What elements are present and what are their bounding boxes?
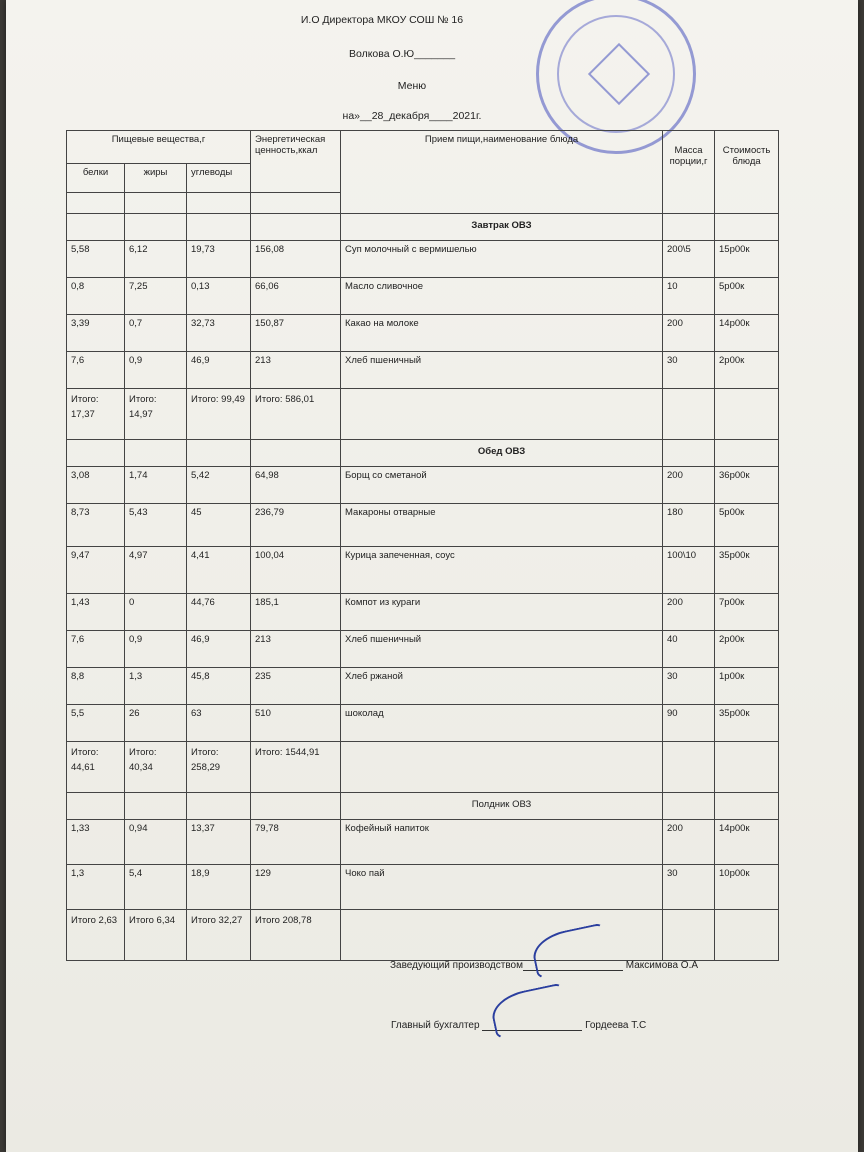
mass-cell: 200 (663, 315, 715, 352)
empty-cell (125, 793, 187, 820)
proteins-cell: 7,6 (67, 631, 125, 668)
total-row (67, 742, 779, 793)
head-label: Заведующий производством (390, 960, 523, 971)
dish-cell: Компот из кураги (341, 594, 663, 631)
total-proteins: Итого 2,63 (67, 910, 125, 961)
carbs-cell: 45 (187, 504, 251, 547)
empty-cell (67, 214, 125, 241)
signature-line (482, 1020, 582, 1031)
empty-cell (341, 389, 663, 440)
fats-header: жиры (125, 164, 187, 193)
proteins-cell: 3,08 (67, 467, 125, 504)
document-page (6, 0, 858, 1152)
total-fats: Итого 6,34 (125, 910, 187, 961)
fats-cell: 0,7 (125, 315, 187, 352)
empty-cell (663, 440, 715, 467)
energy-cell: 79,78 (251, 820, 341, 865)
table-row (67, 820, 779, 865)
accountant-name: Гордеева Т.С (585, 1020, 647, 1031)
director-line: И.О Директора МКОУ СОШ № 16 (300, 14, 464, 26)
fats-cell: 0,9 (125, 631, 187, 668)
total-fats: Итого: 40,34 (125, 742, 187, 793)
dish-cell: Хлеб пшеничный (341, 631, 663, 668)
carbs-cell: 46,9 (187, 631, 251, 668)
cost-cell: 1р00к (715, 668, 779, 705)
empty-cell (715, 214, 779, 241)
carbs-cell: 19,73 (187, 241, 251, 278)
empty-cell (663, 793, 715, 820)
carbs-cell: 13,37 (187, 820, 251, 865)
proteins-cell: 5,5 (67, 705, 125, 742)
section-title: Завтрак ОВЗ (341, 214, 663, 241)
fats-cell: 4,97 (125, 547, 187, 594)
fats-cell: 26 (125, 705, 187, 742)
table-row (67, 668, 779, 705)
empty-cell (67, 793, 125, 820)
table-row (67, 241, 779, 278)
dish-cell: Масло сливочное (341, 278, 663, 315)
table-row (67, 631, 779, 668)
proteins-header: белки (67, 164, 125, 193)
proteins-cell: 1,43 (67, 594, 125, 631)
cost-cell: 35р00к (715, 547, 779, 594)
dish-cell: Курица запеченная, соус (341, 547, 663, 594)
dish-cell: Суп молочный с вермишелью (341, 241, 663, 278)
mass-cell: 200 (663, 467, 715, 504)
proteins-cell: 3,39 (67, 315, 125, 352)
carbs-cell: 5,42 (187, 467, 251, 504)
fats-cell: 6,12 (125, 241, 187, 278)
carbs-cell: 18,9 (187, 865, 251, 910)
fats-cell: 5,43 (125, 504, 187, 547)
total-row (67, 910, 779, 961)
mass-cell: 180 (663, 504, 715, 547)
proteins-cell: 8,73 (67, 504, 125, 547)
total-energy: Итого: 1544,91 (251, 742, 341, 793)
director-name-line: Волкова О.Ю_______ (348, 48, 456, 60)
document-title: Меню (397, 80, 427, 92)
accountant-label: Главный бухгалтер (391, 1020, 480, 1031)
mass-cell: 200\5 (663, 241, 715, 278)
menu-table (66, 130, 779, 961)
proteins-cell: 0,8 (67, 278, 125, 315)
empty-cell (187, 214, 251, 241)
carbs-cell: 44,76 (187, 594, 251, 631)
total-proteins: Итого: 17,37 (67, 389, 125, 440)
total-proteins: Итого: 44,61 (67, 742, 125, 793)
dish-header: Прием пищи,наименование блюда (341, 131, 663, 214)
empty-cell (251, 793, 341, 820)
energy-cell: 236,79 (251, 504, 341, 547)
empty-cell (663, 214, 715, 241)
fats-cell: 1,3 (125, 668, 187, 705)
cost-cell: 5р00к (715, 504, 779, 547)
energy-header: Энергетическая ценность,ккал (251, 131, 341, 193)
empty-cell (715, 742, 779, 793)
dish-cell: Хлеб пшеничный (341, 352, 663, 389)
table-row (67, 547, 779, 594)
cost-cell: 14р00к (715, 315, 779, 352)
cost-cell: 15р00к (715, 241, 779, 278)
fats-cell: 7,25 (125, 278, 187, 315)
table-row (67, 278, 779, 315)
energy-cell: 129 (251, 865, 341, 910)
cost-cell: 2р00к (715, 631, 779, 668)
head-name: Максимова О.А (625, 960, 699, 971)
empty-cell (251, 440, 341, 467)
table-row (67, 504, 779, 547)
energy-cell: 213 (251, 352, 341, 389)
total-carbs: Итого: 99,49 (187, 389, 251, 440)
carbs-cell: 46,9 (187, 352, 251, 389)
cost-cell: 7р00к (715, 594, 779, 631)
mass-cell: 30 (663, 352, 715, 389)
empty-cell (187, 193, 251, 214)
section-title: Полдник ОВЗ (341, 793, 663, 820)
fats-cell: 0,94 (125, 820, 187, 865)
accountant-signature (391, 1020, 646, 1031)
mass-cell: 200 (663, 820, 715, 865)
head-signature (390, 960, 698, 971)
fats-cell: 0 (125, 594, 187, 631)
empty-cell (715, 793, 779, 820)
empty-cell (715, 389, 779, 440)
dish-cell: шоколад (341, 705, 663, 742)
dish-cell: Макароны отварные (341, 504, 663, 547)
proteins-cell: 9,47 (67, 547, 125, 594)
cost-cell: 10р00к (715, 865, 779, 910)
proteins-cell: 1,3 (67, 865, 125, 910)
table-row (67, 865, 779, 910)
energy-cell: 213 (251, 631, 341, 668)
dish-cell: Кофейный напиток (341, 820, 663, 865)
energy-cell: 185,1 (251, 594, 341, 631)
empty-cell (125, 440, 187, 467)
proteins-cell: 5,58 (67, 241, 125, 278)
menu-body (67, 214, 779, 961)
empty-cell (251, 214, 341, 241)
section-row (67, 214, 779, 241)
cost-cell: 2р00к (715, 352, 779, 389)
fats-cell: 1,74 (125, 467, 187, 504)
proteins-cell: 8,8 (67, 668, 125, 705)
dish-cell: Чоко пай (341, 865, 663, 910)
mass-cell: 40 (663, 631, 715, 668)
dish-cell: Борщ со сметаной (341, 467, 663, 504)
empty-cell (341, 910, 663, 961)
mass-cell: 90 (663, 705, 715, 742)
total-carbs: Итого: 258,29 (187, 742, 251, 793)
energy-cell: 64,98 (251, 467, 341, 504)
energy-cell: 235 (251, 668, 341, 705)
document-date: на»__28_декабря____2021г. (342, 110, 482, 122)
mass-cell: 30 (663, 668, 715, 705)
carbs-cell: 0,13 (187, 278, 251, 315)
fats-cell: 5,4 (125, 865, 187, 910)
empty-cell (715, 440, 779, 467)
section-row (67, 793, 779, 820)
empty-cell (125, 193, 187, 214)
mass-header: Масса порции,г (663, 131, 715, 214)
empty-cell (67, 440, 125, 467)
cost-cell: 36р00к (715, 467, 779, 504)
cost-cell: 14р00к (715, 820, 779, 865)
mass-cell: 100\10 (663, 547, 715, 594)
empty-cell (187, 793, 251, 820)
section-title: Обед ОВЗ (341, 440, 663, 467)
cost-header: Стоимость блюда (715, 131, 779, 214)
signature-scribble (489, 983, 571, 1041)
carbs-header: углеводы (187, 164, 251, 193)
mass-cell: 10 (663, 278, 715, 315)
total-energy: Итого 208,78 (251, 910, 341, 961)
table-row (67, 594, 779, 631)
fats-cell: 0,9 (125, 352, 187, 389)
energy-cell: 156,08 (251, 241, 341, 278)
section-row (67, 440, 779, 467)
proteins-cell: 7,6 (67, 352, 125, 389)
empty-cell (67, 193, 125, 214)
empty-cell (663, 910, 715, 961)
carbs-cell: 32,73 (187, 315, 251, 352)
total-energy: Итого: 586,01 (251, 389, 341, 440)
empty-cell (187, 440, 251, 467)
dish-cell: Какао на молоке (341, 315, 663, 352)
energy-cell: 66,06 (251, 278, 341, 315)
table-row (67, 352, 779, 389)
total-fats: Итого: 14,97 (125, 389, 187, 440)
empty-cell (341, 742, 663, 793)
carbs-cell: 4,41 (187, 547, 251, 594)
table-row (67, 705, 779, 742)
carbs-cell: 63 (187, 705, 251, 742)
cost-cell: 5р00к (715, 278, 779, 315)
empty-cell (251, 193, 341, 214)
cost-cell: 35р00к (715, 705, 779, 742)
table-row (67, 467, 779, 504)
empty-cell (125, 214, 187, 241)
energy-cell: 150,87 (251, 315, 341, 352)
total-row (67, 389, 779, 440)
dish-cell: Хлеб ржаной (341, 668, 663, 705)
empty-cell (715, 910, 779, 961)
carbs-cell: 45,8 (187, 668, 251, 705)
mass-cell: 30 (663, 865, 715, 910)
energy-cell: 100,04 (251, 547, 341, 594)
energy-cell: 510 (251, 705, 341, 742)
nutrients-header: Пищевые вещества,г (67, 131, 251, 164)
mass-cell: 200 (663, 594, 715, 631)
empty-cell (663, 389, 715, 440)
signature-line (523, 960, 623, 971)
table-row (67, 315, 779, 352)
total-carbs: Итого 32,27 (187, 910, 251, 961)
empty-cell (663, 742, 715, 793)
proteins-cell: 1,33 (67, 820, 125, 865)
